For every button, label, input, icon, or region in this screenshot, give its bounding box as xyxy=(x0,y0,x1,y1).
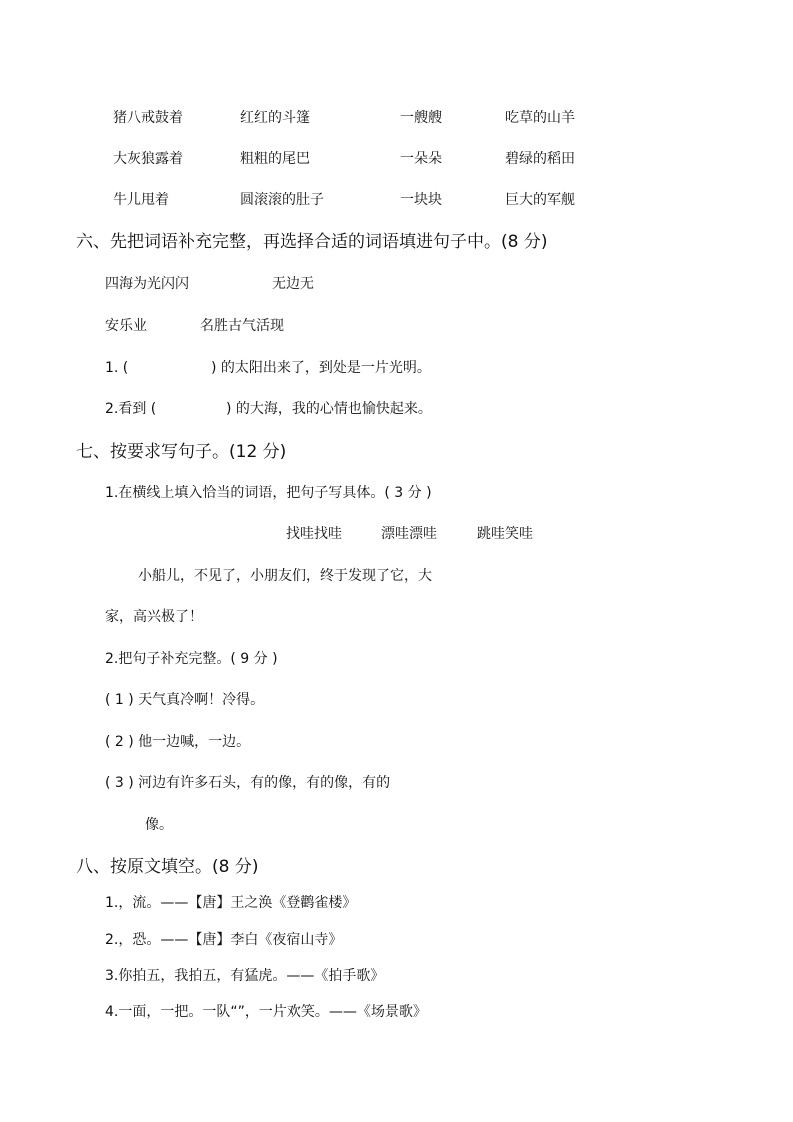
section-7-title: 七、按要求写句子。(12 分) xyxy=(76,442,287,462)
sec6-word-1: 四海为光闪闪 xyxy=(105,276,189,292)
sec8-item-4: 4.一面，一把。一队“”，一片欢笑。——《场景歌》 xyxy=(105,1004,427,1020)
sec7-q1-option-2: 漂哇漂哇 xyxy=(381,526,437,542)
section-8-title: 八、按原文填空。(8 分) xyxy=(76,857,259,877)
sec6-q1-end: ) 的太阳出来了，到处是一片光明。 xyxy=(211,360,431,376)
sec6-word-4: 名胜古气活现 xyxy=(200,318,284,334)
sec7-q1-option-3: 跳哇笑哇 xyxy=(477,526,533,542)
sec6-q2-start: 2.看到 ( xyxy=(105,401,157,417)
match-r3-c3: 一块块 xyxy=(400,192,442,208)
match-r3-c2: 圆滚滚的肚子 xyxy=(240,192,324,208)
sec7-q1-text-1: 小船儿，不见了，小朋友们，终于发现了它，大 xyxy=(138,568,432,584)
match-r2-c3: 一朵朵 xyxy=(400,151,442,167)
sec8-item-2: 2.，恐。——【唐】李白《夜宿山寺》 xyxy=(105,932,343,948)
match-r2-c2: 粗粗的尾巴 xyxy=(240,151,310,167)
sec7-q2-item-1: ( 1 ) 天气真冷啊！冷得。 xyxy=(105,692,265,708)
sec6-word-2: 无边无 xyxy=(272,276,314,292)
match-r2-c1: 大灰狼露着 xyxy=(113,151,183,167)
sec6-word-3: 安乐业 xyxy=(105,318,147,334)
match-r1-c4: 吃草的山羊 xyxy=(505,110,575,126)
sec7-q2-item-3: ( 3 ) 河边有许多石头，有的像，有的像，有的 xyxy=(105,775,391,791)
sec7-q1-text-2: 家，高兴极了！ xyxy=(105,609,203,625)
sec7-q2-item-2: ( 2 ) 他一边喊，一边。 xyxy=(105,734,251,750)
sec6-q1-start: 1. ( xyxy=(105,360,129,376)
match-r2-c4: 碧绿的稻田 xyxy=(505,151,575,167)
sec7-q2-title: 2.把句子补充完整。( 9 分 ) xyxy=(105,651,278,667)
sec6-q2-end: ) 的大海，我的心情也愉快起来。 xyxy=(226,401,432,417)
sec7-q1-option-1: 找哇找哇 xyxy=(286,526,342,542)
match-r1-c3: 一艘艘 xyxy=(400,110,442,126)
match-r3-c1: 牛儿甩着 xyxy=(113,192,169,208)
sec7-q2-item-3-cont: 像。 xyxy=(145,817,173,833)
sec8-item-1: 1.，流。——【唐】王之涣《登鹳雀楼》 xyxy=(105,895,357,911)
match-r3-c4: 巨大的军舰 xyxy=(505,192,575,208)
sec7-q1-title: 1.在横线上填入恰当的词语，把句子写具体。( 3 分 ) xyxy=(105,485,432,501)
match-r1-c2: 红红的斗篷 xyxy=(240,110,310,126)
section-6-title: 六、先把词语补充完整，再选择合适的词语填进句子中。(8 分) xyxy=(76,232,548,252)
sec8-item-3: 3.你拍五，我拍五，有猛虎。——《拍手歌》 xyxy=(105,968,385,984)
match-r1-c1: 猪八戒鼓着 xyxy=(113,110,183,126)
